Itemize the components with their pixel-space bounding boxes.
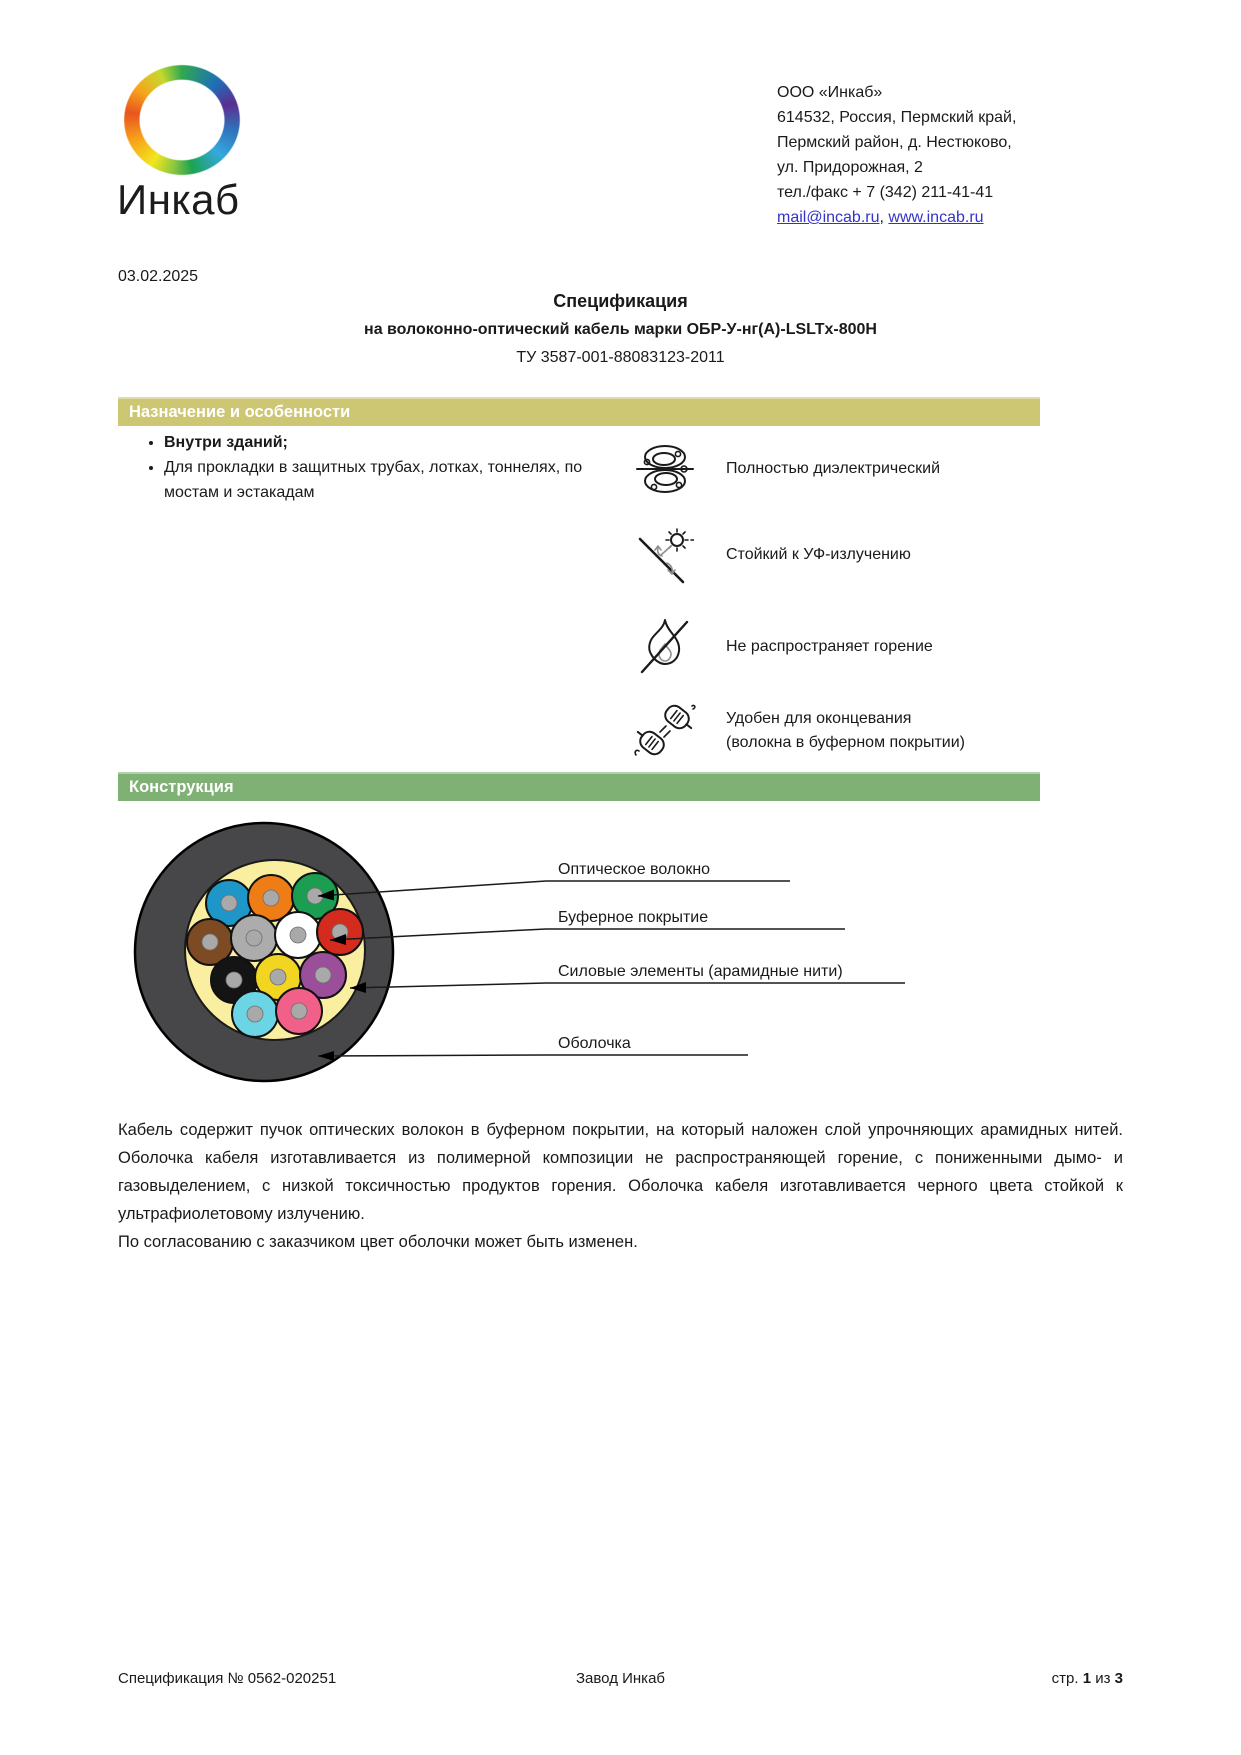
link-separator: ,	[879, 209, 889, 226]
leader-line-sheath	[318, 1055, 748, 1056]
label-buffer-coating: Буферное покрытие	[558, 909, 709, 926]
section-header-construction: Конструкция	[118, 772, 1040, 801]
email-link[interactable]: mail@incab.ru	[777, 209, 880, 226]
bullet-item-indoor: • Внутри зданий;	[164, 430, 598, 455]
bullet-item-laying: • Для прокладки в защитных трубах, лотках, тоннелях, по мостам и эстакадам	[164, 455, 598, 505]
feature-row-flame	[632, 614, 933, 680]
footer-page-current: 1	[1082, 1670, 1092, 1687]
contact-block	[777, 80, 1016, 230]
page-subtitle: на волоконно-оптический кабель марки ОБР-У-нг(А)-LSLTx-800Н	[364, 321, 877, 338]
uv-resistant-icon	[632, 526, 698, 584]
flame-retardant-icon	[632, 616, 698, 678]
page-title: Спецификация	[553, 291, 688, 311]
feature-label: Удобен для оконцевания (волокна в буферном покрытии)	[726, 710, 965, 751]
dielectric-icon	[632, 442, 698, 496]
footer-page-indicator: стр. 1 из 3	[1051, 1670, 1123, 1687]
construction-note: По согласованию с заказчиком цвет оболочки может быть изменен.	[118, 1233, 638, 1251]
contact-address-line-2: Пермский район, д. Нестюково,	[777, 134, 1012, 151]
contact-address-line-1: 614532, Россия, Пермский край,	[777, 109, 1017, 126]
page-footer	[118, 1670, 1123, 1687]
contact-company: ООО «Инкаб»	[777, 84, 883, 101]
label-strength-elements: Силовые элементы (арамидные нити)	[558, 963, 843, 980]
contact-address-line-3: ул. Придорожная, 2	[777, 159, 923, 176]
label-optical-fiber: Оптическое волокно	[558, 861, 711, 878]
footer-doc-number: Спецификация № 0562-020251	[118, 1670, 337, 1687]
label-sheath: Оболочка	[558, 1035, 631, 1052]
feature-label: Полностью диэлектрический	[726, 460, 940, 477]
section-header-purpose: Назначение и особенности	[118, 397, 1040, 426]
connector-icon	[632, 702, 698, 760]
construction-description-block	[118, 1116, 1123, 1256]
feature-row-uv	[632, 522, 911, 588]
leader-line-strength	[350, 983, 905, 988]
leader-line-fiber	[318, 881, 790, 896]
leader-line-buffer	[330, 929, 845, 940]
tu-number: ТУ 3587-001-88083123-2011	[516, 349, 725, 366]
footer-page-total: 3	[1114, 1670, 1123, 1687]
contact-phone: тел./факс + 7 (342) 211-41-41	[777, 184, 994, 201]
cable-cross-section	[118, 808, 1123, 1108]
feature-label: Не распространяет горение	[726, 638, 933, 655]
document-date: 03.02.2025	[118, 268, 199, 285]
feature-row-termination	[632, 698, 965, 764]
contact-links	[777, 205, 1016, 230]
company-logo-text: Инкаб	[117, 176, 240, 223]
purpose-bullet-list	[128, 430, 598, 505]
company-logo-icon	[123, 64, 241, 176]
construction-description: Кабель содержит пучок оптических волокон в буферном покрытии, на который наложен слой упрочняющих арамидных нитей. Оболочка кабеля изготавливается из полимерной композиции не распространяющей горение, с пониженными дымо- и газовыделением, с низкой токсичностью продуктов горения. Оболочка кабеля изготавливается черного цвета стойкой к ультрафиолетовому излучению.	[118, 1121, 1123, 1223]
feature-label: Стойкий к УФ-излучению	[726, 546, 911, 563]
website-link[interactable]: www.incab.ru	[888, 209, 984, 226]
footer-plant: Завод Инкаб	[575, 1670, 666, 1687]
feature-row-dielectric	[632, 436, 940, 502]
